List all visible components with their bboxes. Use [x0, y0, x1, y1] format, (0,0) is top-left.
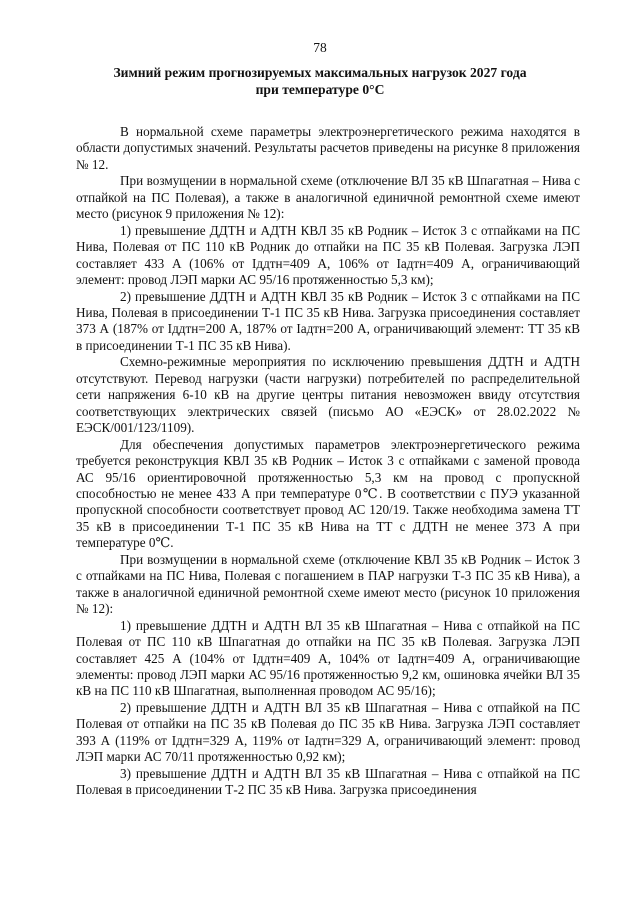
paragraph: При возмущении в нормальной схеме (отключение ВЛ 35 кВ Шпагатная – Нива с отпайкой на ПС Полевая), а также в аналогичной единичной ремонтной схеме имеют место (рисунок 9 приложения № 12): [76, 173, 580, 222]
paragraph: 2) превышение ДДТН и АДТН ВЛ 35 кВ Шпагатная – Нива с отпайкой на ПС Полевая от отпайки на ПС 35 кВ Полевая до ПС 35 кВ Нива. Загрузка ЛЭП составляет 393 А (119% от Iддтн=329 А, 119% от Iадтн=329 А, ограничивающий элемент: провод ЛЭП марки АС 70/11 протяженностью 0,92 км); [76, 699, 580, 765]
paragraph: При возмущении в нормальной схеме (отключение КВЛ 35 кВ Родник – Исток 3 с отпайками на ПС Нива, Полевая с погашением в ПАР нагрузки Т-3 ПС 35 кВ Нива), а также в аналогичной единичной ремонтной схеме имеют место (рисунок 10 приложения № 12): [76, 551, 580, 617]
paragraph: 1) превышение ДДТН и АДТН КВЛ 35 кВ Родник – Исток 3 с отпайками на ПС Нива, Полевая от ПС 110 кВ Родник до отпайки на ПС 35 кВ Полевая. Загрузка ЛЭП составляет 433 А (106% от Iддтн=409 А, 106% от Iадтн=409 А, ограничивающий элемент: провод ЛЭП марки АС 95/16 протяженностью 5,3 км); [76, 222, 580, 288]
paragraph: Для обеспечения допустимых параметров электроэнергетического режима требуется реконструкция КВЛ 35 кВ Родник – Исток 3 с отпайками с заменой провода АС 95/16 ориентировочной протяженностью 5,3 км на провод с пропускной способностью не менее 433 А при температуре 0℃. В соответствии с ПУЭ указанной пропускной способности соответствует провод АС 120/19. Также необходима замена ТТ 35 кВ в присоединении Т-1 ПС 35 кВ Нива на ТТ с ДДТН не менее 373 А при температуре 0℃. [76, 436, 580, 551]
paragraph: 1) превышение ДДТН и АДТН ВЛ 35 кВ Шпагатная – Нива с отпайкой на ПС Полевая от ПС 110 кВ Шпагатная до отпайки на ПС 35 кВ Полевая. Загрузка ЛЭП составляет 425 А (104% от Iддтн=409 А, 104% от Iадтн=409 А, ограничивающие элементы: провод ЛЭП марки АС 95/16 протяженностью 9,2 км, ошиновка ячейки ВЛ 35 кВ на ПС 110 кВ Шпагатная, выполненная проводом АС 95/16); [76, 617, 580, 699]
section-heading [60, 64, 580, 98]
paragraph: Схемно-режимные мероприятия по исключению превышения ДДТН и АДТН отсутствуют. Перевод нагрузки (части нагрузки) потребителей по распределительной сети напряжения 6-10 кВ на другие центры питания невозможен ввиду отсутствия соответствующих электрических связей (письмо АО «ЕЭСК» от 28.02.2022 № ЕЭСК/001/123/1109). [76, 354, 580, 436]
heading-line-1: Зимний режим прогнозируемых максимальных нагрузок 2027 года [113, 65, 527, 80]
document-body [76, 124, 580, 799]
paragraph: В нормальной схеме параметры электроэнергетического режима находятся в области допустимых значений. Результаты расчетов приведены на рисунке 8 приложения № 12. [76, 124, 580, 172]
page-number: 78 [313, 40, 327, 55]
paragraph: 3) превышение ДДТН и АДТН ВЛ 35 кВ Шпагатная – Нива с отпайкой на ПС Полевая в присоединении Т-2 ПС 35 кВ Нива. Загрузка присоединения [76, 765, 580, 798]
paragraph: 2) превышение ДДТН и АДТН КВЛ 35 кВ Родник – Исток 3 с отпайками на ПС Нива, Полевая в присоединении Т-1 ПС 35 кВ Нива. Загрузка присоединения составляет 373 А (187% от Iддтн=200 А, 187% от Iадтн=200 А, ограничивающий элемент: ТТ 35 кВ в присоединении Т-1 ПС 35 кВ Нива). [76, 288, 580, 353]
heading-line-2: при температуре 0°С [255, 82, 385, 97]
